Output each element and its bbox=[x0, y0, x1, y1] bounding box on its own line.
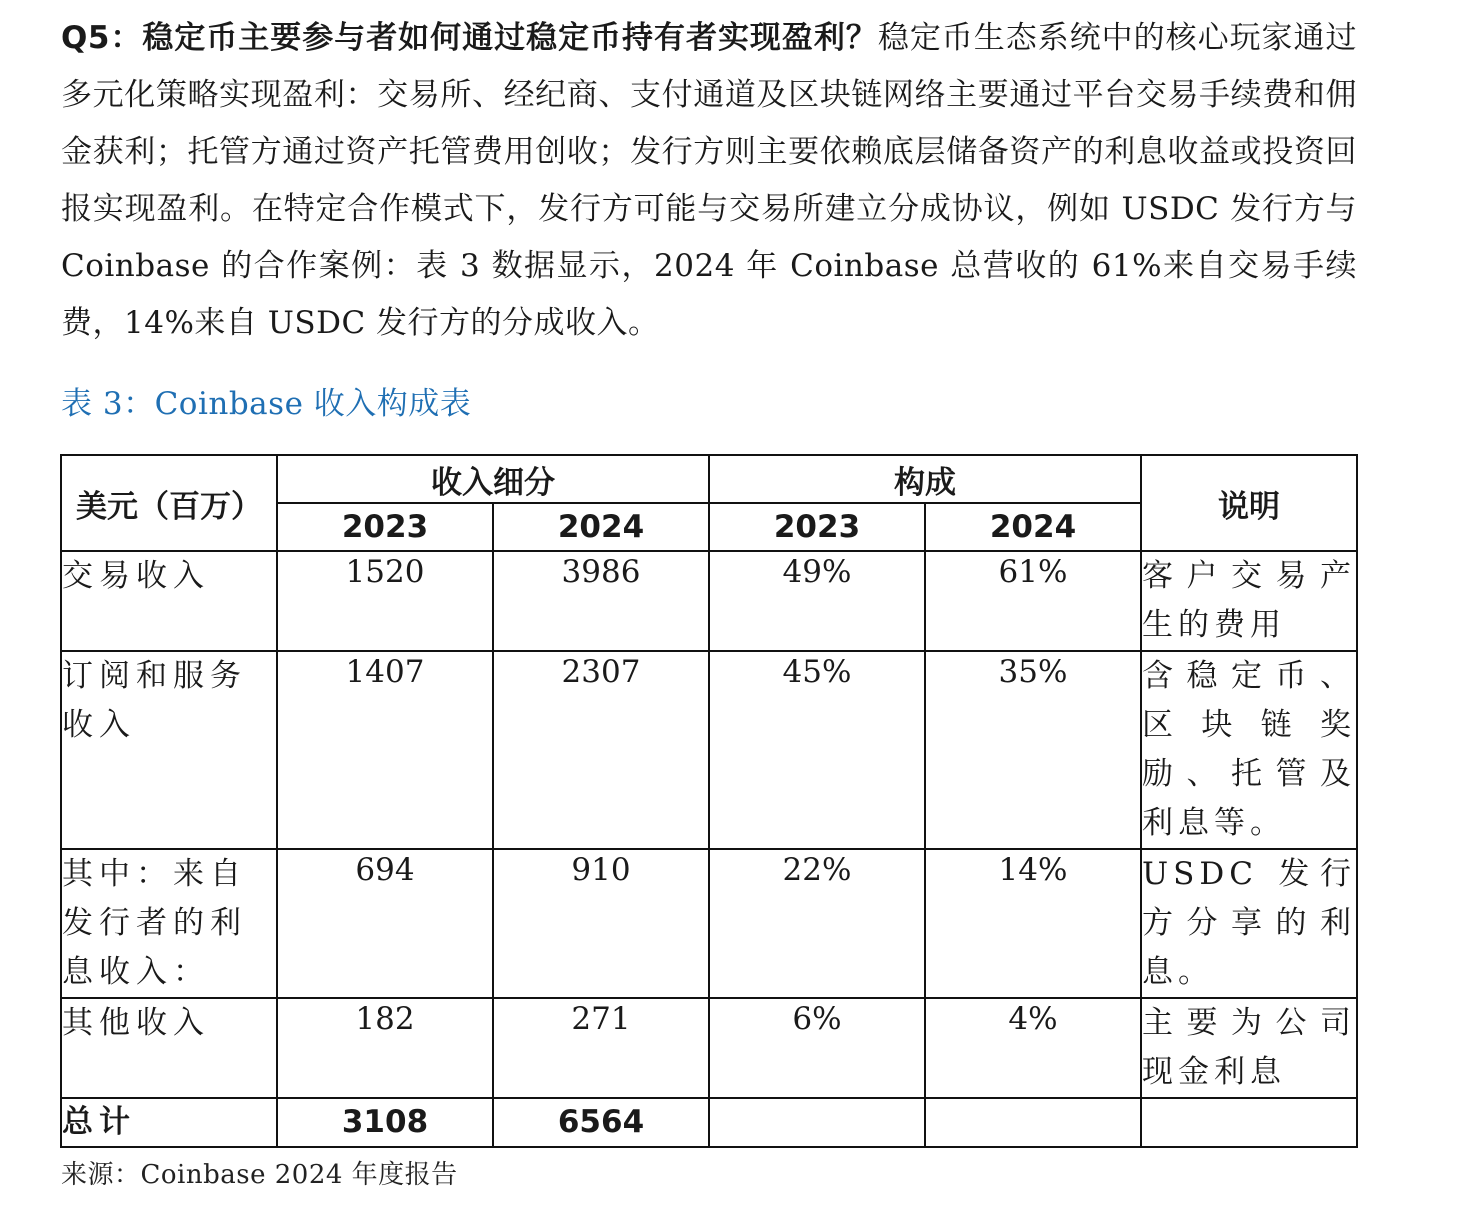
total-rev-2024: 6564 bbox=[493, 1098, 709, 1147]
document-body bbox=[61, 10, 1357, 426]
rev-2024-cell: 2307 bbox=[493, 651, 709, 849]
rev-2024-cell: 3986 bbox=[493, 551, 709, 651]
table-row bbox=[61, 551, 1357, 651]
row-label: 订阅和服务收入 bbox=[61, 651, 277, 849]
rev-2023-cell: 1407 bbox=[277, 651, 493, 849]
header-notes: 说明 bbox=[1141, 455, 1357, 551]
note-cell: 含稳定币、区块链奖励、托管及利息等。 bbox=[1141, 651, 1357, 849]
coinbase-revenue-table bbox=[60, 454, 1358, 1148]
pct-2024-cell: 61% bbox=[925, 551, 1141, 651]
total-pct-2023 bbox=[709, 1098, 925, 1147]
total-pct-2024 bbox=[925, 1098, 1141, 1147]
rev-2024-cell: 271 bbox=[493, 998, 709, 1098]
header-row-group bbox=[61, 455, 1357, 503]
note-cell: 主要为公司现金利息 bbox=[1141, 998, 1357, 1098]
q5-paragraph bbox=[61, 10, 1357, 352]
rev-2023-cell: 182 bbox=[277, 998, 493, 1098]
pct-2023-cell: 45% bbox=[709, 651, 925, 849]
rev-2023-cell: 694 bbox=[277, 849, 493, 998]
table-row bbox=[61, 849, 1357, 998]
note-cell: 客户交易产生的费用 bbox=[1141, 551, 1357, 651]
table-caption: 表 3：Coinbase 收入构成表 bbox=[61, 386, 472, 422]
pct-2023-cell: 22% bbox=[709, 849, 925, 998]
rev-2024-cell: 910 bbox=[493, 849, 709, 998]
pct-2023-cell: 49% bbox=[709, 551, 925, 651]
header-composition: 构成 bbox=[709, 455, 1141, 503]
source-note: 来源：Coinbase 2024 年度报告 bbox=[61, 1160, 458, 1190]
question-heading: Q5：稳定币主要参与者如何通过稳定币持有者实现盈利？ bbox=[61, 20, 878, 56]
note-cell: USDC 发行方分享的利息。 bbox=[1141, 849, 1357, 998]
table-row bbox=[61, 651, 1357, 849]
header-pct-2023: 2023 bbox=[709, 503, 925, 551]
header-rev-2023: 2023 bbox=[277, 503, 493, 551]
header-rev-2024: 2024 bbox=[493, 503, 709, 551]
row-label: 其中：来自发行者的利息收入： bbox=[61, 849, 277, 998]
total-row bbox=[61, 1098, 1357, 1147]
row-label: 其他收入 bbox=[61, 998, 277, 1098]
pct-2024-cell: 4% bbox=[925, 998, 1141, 1098]
row-label: 交易收入 bbox=[61, 551, 277, 651]
rev-2023-cell: 1520 bbox=[277, 551, 493, 651]
pct-2023-cell: 6% bbox=[709, 998, 925, 1098]
pct-2024-cell: 35% bbox=[925, 651, 1141, 849]
table-row bbox=[61, 998, 1357, 1098]
header-unit: 美元（百万） bbox=[61, 455, 277, 551]
header-pct-2024: 2024 bbox=[925, 503, 1141, 551]
total-note bbox=[1141, 1098, 1357, 1147]
pct-2024-cell: 14% bbox=[925, 849, 1141, 998]
total-label: 总计 bbox=[61, 1098, 277, 1147]
header-revenue-breakdown: 收入细分 bbox=[277, 455, 709, 503]
total-rev-2023: 3108 bbox=[277, 1098, 493, 1147]
paragraph-body: 稳定币生态系统中的核心玩家通过多元化策略实现盈利：交易所、经纪商、支付通道及区块链网络主要通过平台交易手续费和佣金获利；托管方通过资产托管费用创收；发行方则主要依赖底层储备资产的利息收益或投资回报实现盈利。在特定合作模式下，发行方可能与交易所建立分成协议，例如 USDC 发行方与 Coinbase 的合作案例：表 3 数据显示，2024 年 Coinbase 总营收的 61%来自交易手续费，14%来自 USDC 发行方的分成收入。 bbox=[61, 20, 1358, 341]
